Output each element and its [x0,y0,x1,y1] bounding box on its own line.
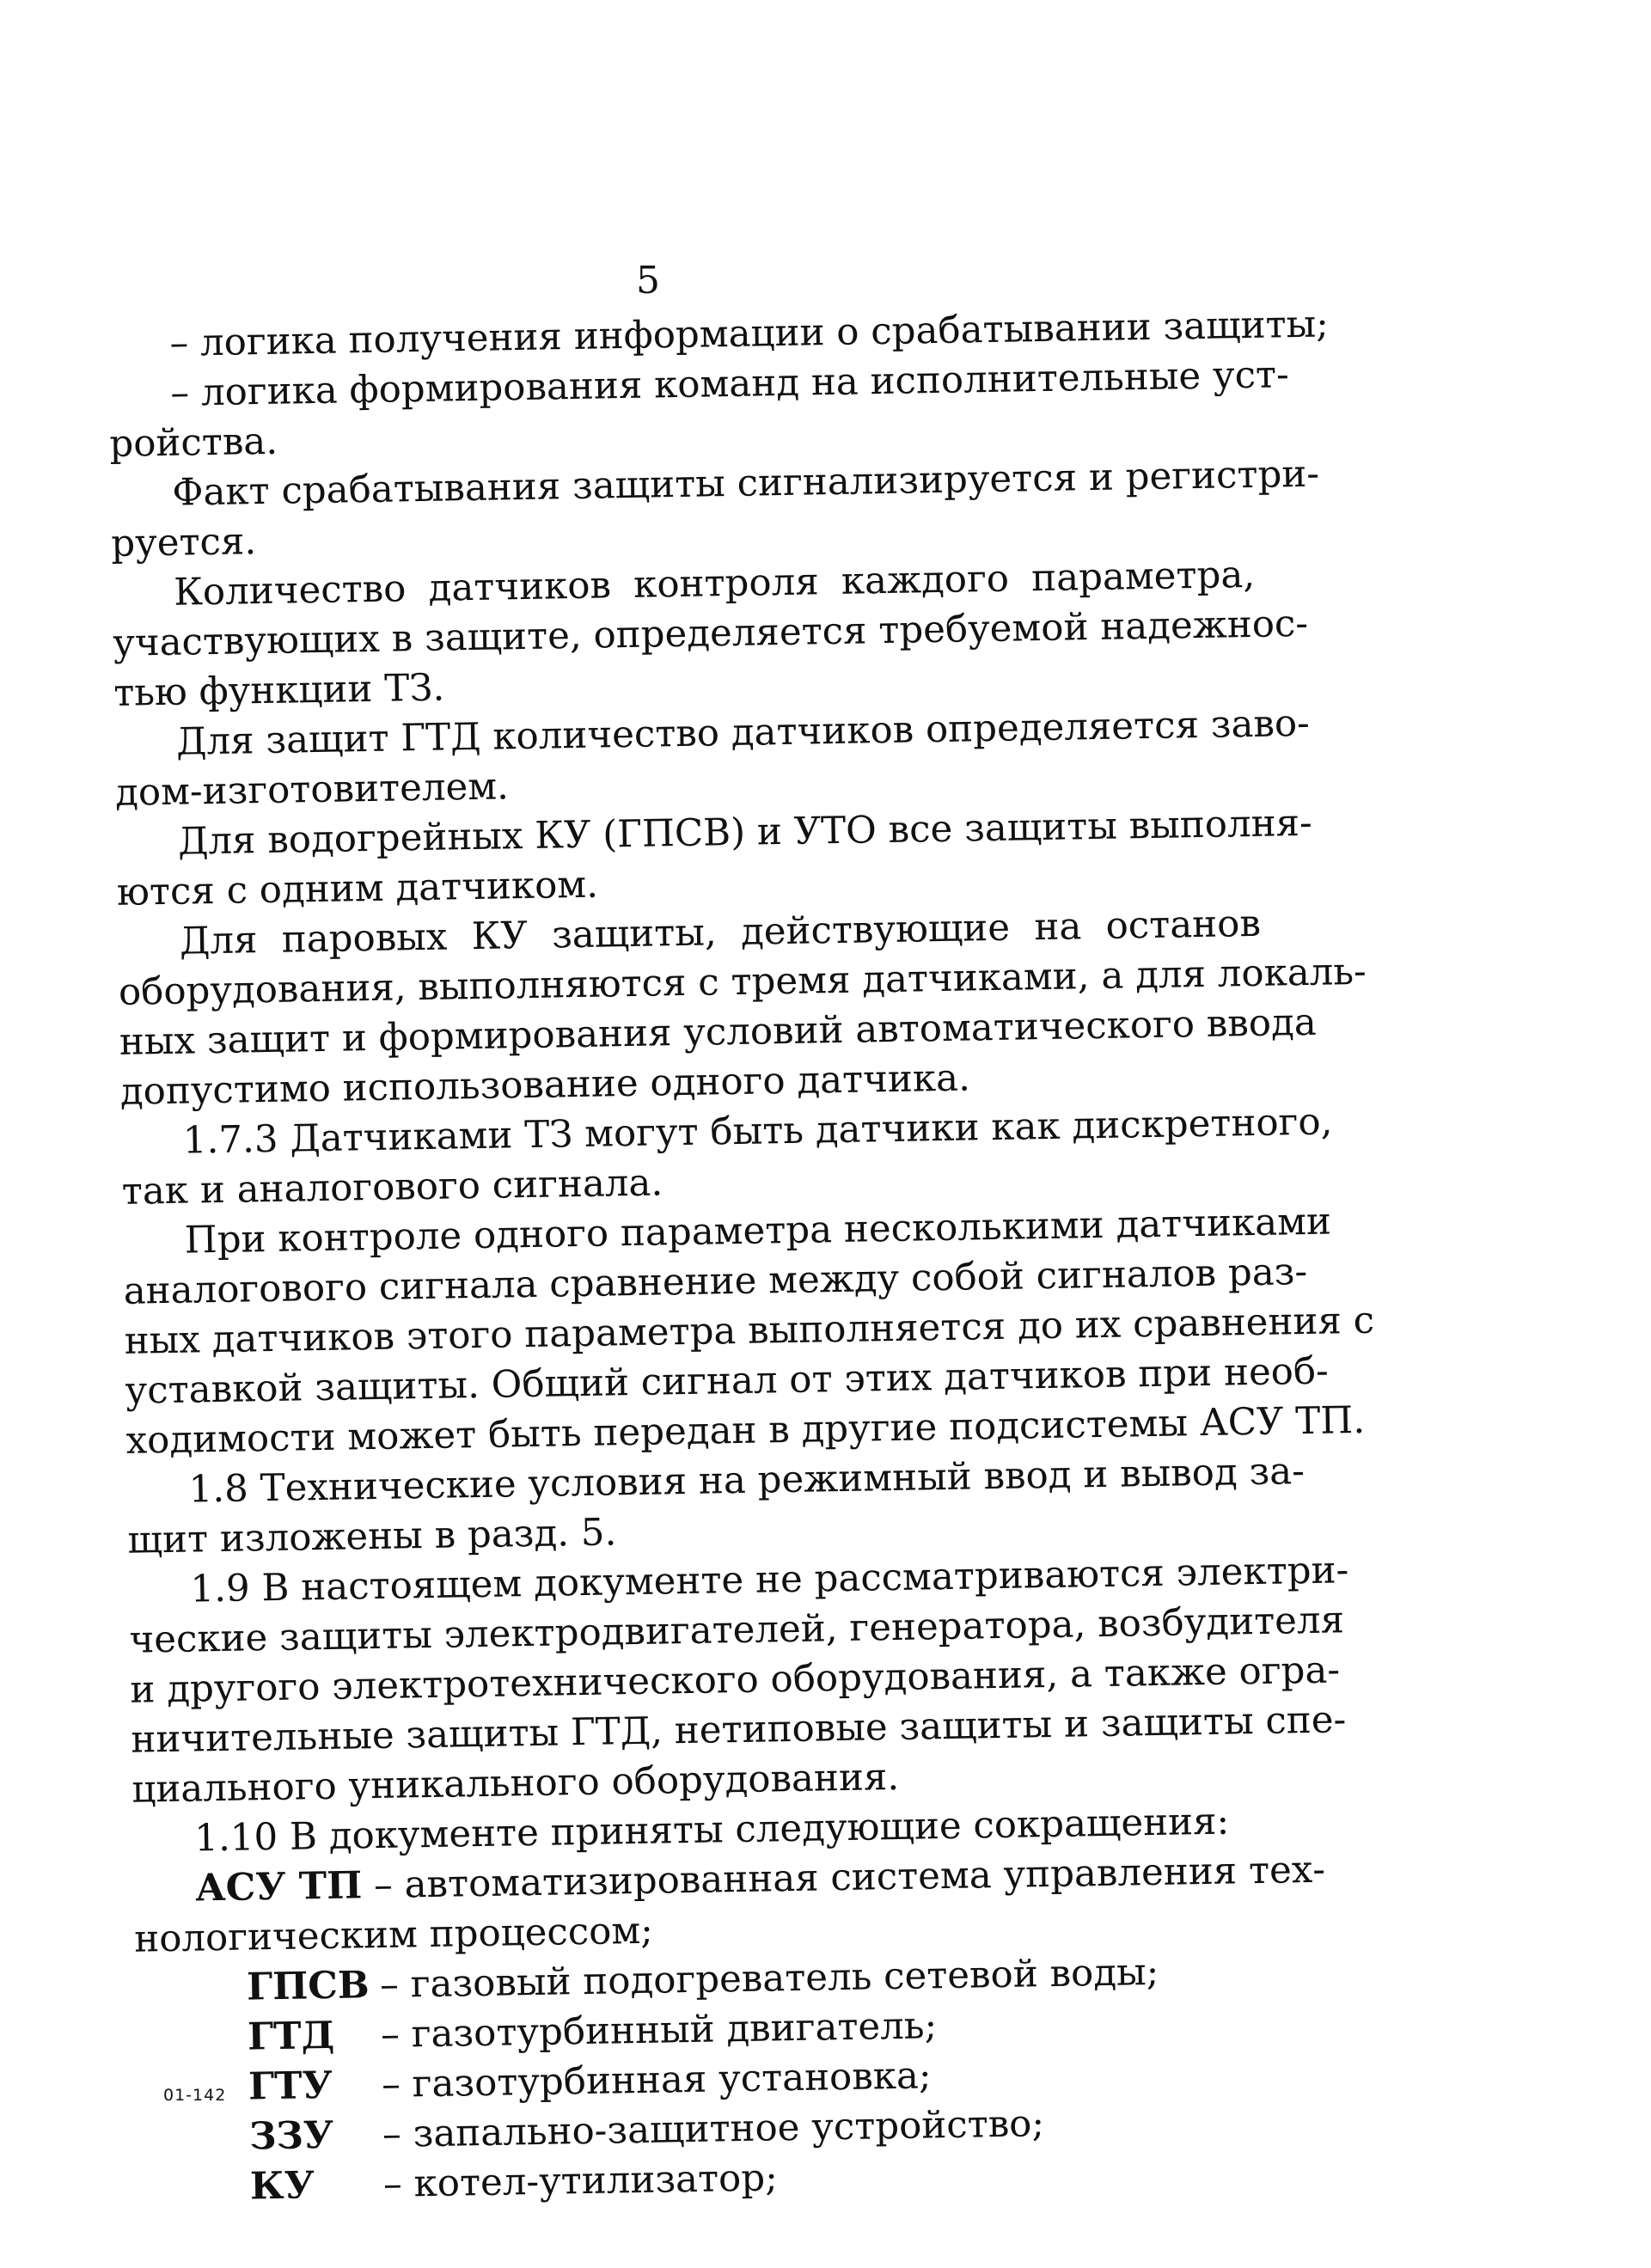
text-line: ческие защиты электродвигателей, генератора, возбудителя [129,1599,1345,1662]
text-line: аналогового сигнала сравнение между собой сигналов раз- [123,1250,1308,1313]
abbreviation-key: ГПСВ [246,1963,370,2009]
text-line: ройства. [108,419,278,466]
abbreviation-key: ГТД [247,2013,335,2059]
text-line: – логика формирования команд на исполнительные уст- [170,353,1290,415]
abbreviation-definition: – газовый подогреватель сетевой воды; [379,1950,1159,2008]
text-line: нологическим процессом; [133,1909,654,1961]
text-line: Для водогрейных КУ (ГПСВ) и УТО все защиты выполня- [177,801,1313,864]
abbreviation-key: ЗЗУ [248,2112,334,2159]
text-line: ных защит и формирования условий автоматического ввода [119,1000,1318,1064]
text-line: ются с одним датчиком. [116,863,599,914]
abbreviation-definition: – котел-утилизатор; [382,2156,779,2206]
text-line: 1.8 Технические условия на режимный ввод и вывод за- [188,1450,1306,1512]
text-line: Для паровых КУ защиты, действующие на останов [179,902,1262,963]
body-text [107,301,1375,2214]
acronym-term: АСУ ТП [194,1863,363,1910]
abbreviation-definition: – запально-защитное устройство; [382,2102,1045,2156]
text-line: 1.10 В документе приняты следующие сокращения: [193,1800,1230,1861]
acronym-definition: – автоматизированная система управления тех- [361,1848,1326,1908]
text-line: участвующих в защите, определяется требуемой надежнос- [112,602,1309,665]
text-line: 1.7.3 Датчиками ТЗ могут быть датчики как дискретного, [182,1100,1333,1163]
text-line: Для защит ГТД количество датчиков определяется заво- [175,701,1311,764]
text-line: дом-изготовителем. [114,765,510,815]
text-line: уставкой защиты. Общий сигнал от этих датчиков при необ- [125,1349,1330,1413]
abbreviation-key: КУ [249,2163,315,2209]
footer-code: 01-142 [163,2086,227,2105]
text-line: ничительные защиты ГТД, нетиповые защиты и защиты спе- [130,1698,1347,1762]
text-line: ных датчиков этого параметра выполняется до их сравнения с [124,1299,1375,1363]
text-line: 1.9 В настоящем документе не рассматриваются электри- [190,1549,1349,1611]
text-line: допустимо использование одного датчика. [119,1056,971,1114]
text-line: щит изложены в разд. 5. [127,1511,617,1562]
text-line: Количество датчиков контроля каждого параметра, [173,553,1256,614]
abbreviation-definition: – газотурбинный двигатель; [380,2004,938,2057]
text-line: циального уникального оборудования. [131,1755,900,1812]
text-line: оборудования, выполняются с тремя датчиками, а для локаль- [118,950,1367,1014]
abbreviation-definition: – газотурбинная установка; [381,2054,932,2106]
text-line: и другого электротехнического оборудования, а также огра- [130,1648,1341,1712]
page-number: 5 [636,259,660,303]
text-line: При контроле одного параметра несколькими датчиками [184,1200,1332,1262]
text-line: – логика получения информации о срабатывании защиты; [169,303,1330,365]
abbreviation-key: ГТУ [248,2063,333,2109]
text-line: ходимости может быть передан в другие подсистемы АСУ ТП. [125,1398,1366,1463]
text-line: Факт срабатывания защиты сигнализируется и регистри- [171,452,1320,515]
text-line: руется. [110,520,257,565]
text-line: так и аналогового сигнала. [121,1161,663,1213]
text-line: тью функции ТЗ. [113,666,445,715]
